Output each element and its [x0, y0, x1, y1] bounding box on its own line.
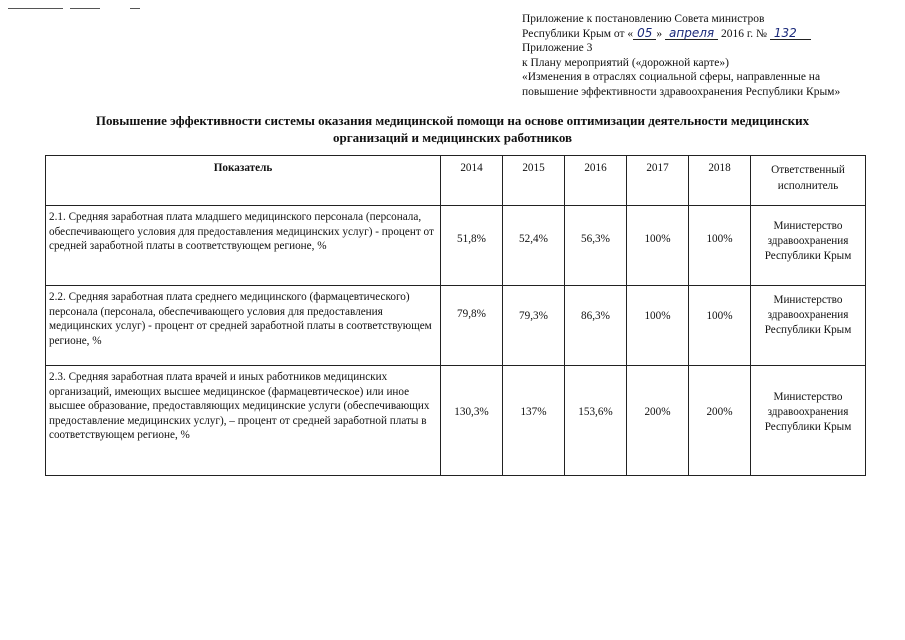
- table-header-row: [46, 156, 866, 206]
- responsible-line: Министерство: [773, 294, 843, 306]
- column-header-responsible-line: исполнитель: [777, 180, 839, 192]
- scan-artifact-line: [70, 8, 100, 9]
- responsible-line: Министерство: [773, 220, 843, 232]
- scan-artifact-line: [8, 8, 63, 9]
- handwritten-date-month: апреля: [665, 27, 718, 40]
- value-cell: 200%: [627, 366, 689, 476]
- header-line-2-year: 2016 г. №: [718, 27, 770, 40]
- document-header: [522, 12, 897, 100]
- value-cell: 79,3%: [503, 286, 565, 366]
- handwritten-doc-number: 132: [770, 27, 811, 40]
- table-row: [46, 206, 866, 286]
- column-header-year: 2018: [689, 156, 751, 206]
- column-header-year: 2014: [441, 156, 503, 206]
- value-cell: 100%: [627, 286, 689, 366]
- title-line-1: Повышение эффективности системы оказания медицинской помощи на основе оптимизации деятельности медицинских: [95, 113, 810, 128]
- responsible-cell: [751, 286, 866, 366]
- value-cell: 100%: [689, 206, 751, 286]
- scan-artifact-line: [130, 8, 140, 9]
- responsible-line: Республики Крым: [764, 421, 852, 433]
- responsible-line: Республики Крым: [764, 250, 852, 262]
- document-title: [0, 112, 905, 146]
- header-line-2-prefix: Республики Крым от «: [522, 27, 634, 40]
- header-line-2: [522, 27, 897, 42]
- indicator-cell: 2.1. Средняя заработная плата младшего медицинского персонала (персонала, обеспечивающего условия для предоставления медицинских услуг) - процент от средней заработной платы в соответствующем регионе, %: [46, 206, 441, 286]
- responsible-line: Республики Крым: [764, 324, 852, 336]
- responsible-line: Министерство: [773, 391, 843, 403]
- column-header-year: 2015: [503, 156, 565, 206]
- value-cell: 51,8%: [441, 206, 503, 286]
- value-cell: 153,6%: [565, 366, 627, 476]
- responsible-cell: [751, 366, 866, 476]
- column-header-responsible: [751, 156, 866, 206]
- responsible-line: здравоохранения: [767, 406, 849, 418]
- column-header-responsible-line: Ответственный: [771, 164, 845, 176]
- responsible-cell: [751, 206, 866, 286]
- header-line-6: повышение эффективности здравоохранения Республики Крым»: [522, 85, 841, 98]
- responsible-line: здравоохранения: [767, 309, 849, 321]
- value-cell: 100%: [689, 286, 751, 366]
- column-header-year: 2017: [627, 156, 689, 206]
- value-cell: 79,8%: [441, 286, 503, 366]
- handwritten-date-day: 05: [633, 27, 656, 40]
- header-line-5: «Изменения в отраслях социальной сферы, направленные на: [522, 71, 821, 84]
- value-cell: 130,3%: [441, 366, 503, 476]
- title-line-2: организаций и медицинских работников: [332, 130, 573, 145]
- responsible-line: здравоохранения: [767, 235, 849, 247]
- value-cell: 200%: [689, 366, 751, 476]
- header-line-1: Приложение к постановлению Совета министров: [522, 13, 765, 25]
- column-header-indicator: Показатель: [46, 156, 441, 206]
- value-cell: 137%: [503, 366, 565, 476]
- column-header-year: 2016: [565, 156, 627, 206]
- value-cell: 52,4%: [503, 206, 565, 286]
- header-line-3: Приложение 3: [522, 42, 593, 55]
- header-line-2-mid: »: [656, 27, 666, 40]
- header-line-4: к Плану мероприятий («дорожной карте»): [522, 56, 729, 69]
- indicator-cell: 2.2. Средняя заработная плата среднего медицинского (фармацевтического) персонала (персонала, обеспечивающего условия для предоставления медицинских услуг) - процент от средней заработной платы в соответствующем регионе, %: [46, 286, 441, 366]
- table-row: [46, 366, 866, 476]
- value-cell: 86,3%: [565, 286, 627, 366]
- table-row: [46, 286, 866, 366]
- indicator-cell: 2.3. Средняя заработная плата врачей и иных работников медицинских организаций, имеющих высшее медицинское (фармацевтическое) или иное высшее образование, предоставляющих медицинские услуги (обеспечивающих предоставление медицинских услуг), – процент от средней заработной платы в соответствующем регионе, %: [46, 366, 441, 476]
- indicators-table: [45, 155, 866, 476]
- value-cell: 100%: [627, 206, 689, 286]
- value-cell: 56,3%: [565, 206, 627, 286]
